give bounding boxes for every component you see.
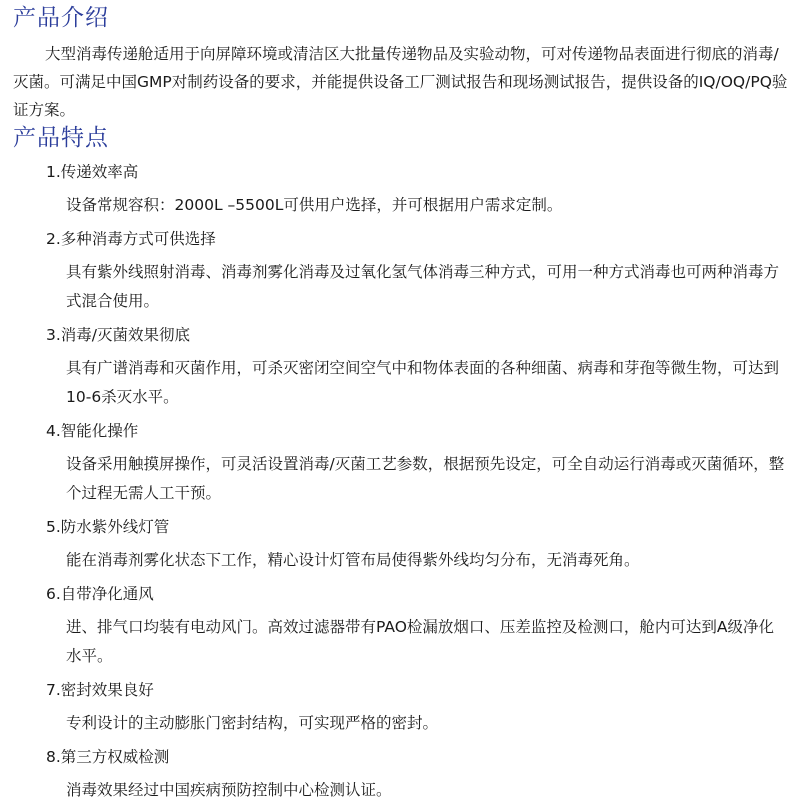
feature-heading: 8.第三方权威检测 (46, 748, 170, 766)
features-list (46, 158, 786, 810)
feature-description: 能在消毒剂雾化状态下工作，精心设计灯管布局使得紫外线均匀分布，无消毒死角。 (66, 551, 640, 569)
intro-title: 产品介绍 (13, 5, 109, 31)
feature-description: 具有广谱消毒和灭菌作用，可杀灭密闭空间空气中和物体表面的各种细菌、病毒和芽孢等微生物，可达到10-6杀灭水平。 (66, 359, 780, 406)
feature-description: 消毒效果经过中国疾病预防控制中心检测认证。 (66, 781, 392, 799)
feature-description: 设备采用触摸屏操作，可灵活设置消毒/灭菌工艺参数，根据预先设定，可全自动运行消毒或灭菌循环，整个过程无需人工干预。 (66, 455, 785, 502)
feature-description: 专利设计的主动膨胀门密封结构，可实现严格的密封。 (66, 714, 439, 732)
feature-description: 进、排气口均装有电动风门。高效过滤器带有PAO检漏放烟口、压差监控及检测口，舱内可达到A级净化水平。 (66, 618, 774, 665)
feature-item-efficiency (46, 158, 786, 220)
feature-heading: 5.防水紫外线灯管 (46, 518, 170, 536)
feature-heading: 7.密封效果良好 (46, 681, 154, 699)
feature-heading: 2.多种消毒方式可供选择 (46, 230, 216, 248)
feature-heading: 1.传递效率高 (46, 163, 139, 181)
feature-item-sealing (46, 676, 786, 738)
feature-description: 设备常规容积：2000L –5500L可供用户选择，并可根据用户需求定制。 (66, 196, 563, 214)
feature-item-smart-operation (46, 417, 786, 508)
features-title: 产品特点 (13, 125, 109, 151)
feature-description: 具有紫外线照射消毒、消毒剂雾化消毒及过氧化氢气体消毒三种方式，可用一种方式消毒也可两种消毒方式混合使用。 (66, 263, 780, 310)
feature-heading: 3.消毒/灭菌效果彻底 (46, 326, 191, 344)
feature-item-disinfection-methods (46, 225, 786, 316)
feature-item-sterilization-effect (46, 321, 786, 412)
feature-item-ventilation (46, 580, 786, 671)
feature-item-uv-lamp (46, 513, 786, 575)
intro-paragraph: 大型消毒传递舱适用于向屏障环境或清洁区大批量传递物品及实验动物，可对传递物品表面进行彻底的消毒/灭菌。可满足中国GMP对制药设备的要求，并能提供设备工厂测试报告和现场测试报告，提供设备的IQ/OQ/PQ验证方案。 (13, 45, 788, 119)
feature-item-third-party-testing (46, 743, 786, 805)
feature-heading: 4.智能化操作 (46, 422, 139, 440)
feature-heading: 6.自带净化通风 (46, 585, 154, 603)
